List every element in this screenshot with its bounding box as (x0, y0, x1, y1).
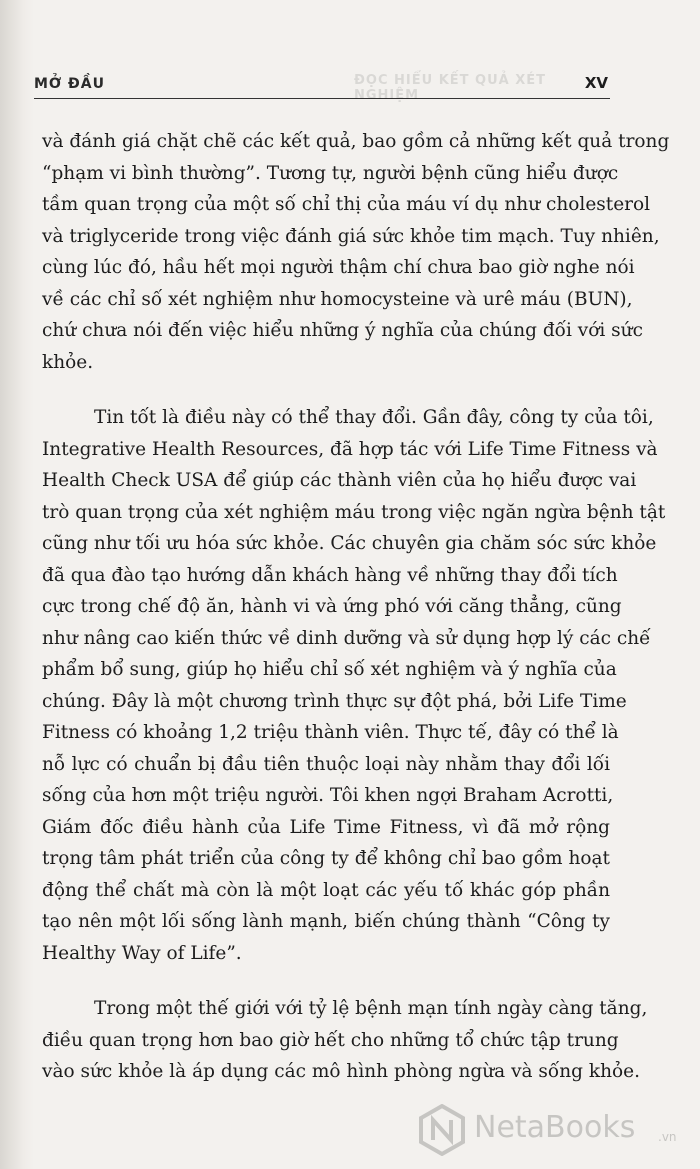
text-line: chứ chưa nói đến việc hiểu những ý nghĩa của chúng đối với sức (42, 320, 643, 341)
text-line: vào sức khỏe là áp dụng các mô hình phòng ngừa và sống khỏe. (42, 1061, 640, 1082)
page-number: XV (584, 74, 608, 92)
show-through-title: ĐỌC HIỂU KẾT QUẢ XÉT NGHIỆM (354, 73, 547, 103)
watermark (418, 1104, 688, 1152)
text-line: và triglyceride trong việc đánh giá sức khỏe tim mạch. Tuy nhiên, (42, 225, 660, 247)
text-line: chúng. Đây là một chương trình thực sự đột phá, bởi Life Time (42, 690, 627, 712)
text-line: Tin tốt là điều này có thể thay đổi. Gần đây, công ty của tôi, (94, 407, 654, 428)
text-line: Integrative Health Resources, đã hợp tác với Life Time Fitness và (42, 438, 658, 460)
text-line: động thể chất mà còn là một loạt các yếu tố khác góp phần (42, 879, 610, 901)
text-line: cũng như tối ưu hóa sức khỏe. Các chuyên gia chăm sóc sức khỏe (42, 533, 657, 554)
text-line: tầm quan trọng của một số chỉ thị của máu ví dụ như cholesterol (42, 194, 651, 215)
text-line: Healthy Way of Life”. (42, 942, 242, 964)
paragraph-1 (42, 126, 670, 378)
text-line: như nâng cao kiến thức về dinh dưỡng và sử dụng hợp lý các chế (42, 627, 651, 649)
watermark-brand: NetaBooks (474, 1110, 636, 1145)
text-line: tạo nên một lối sống lành mạnh, biến chúng thành “Công ty (42, 911, 610, 932)
text-line: và đánh giá chặt chẽ các kết quả, bao gồm cả những kết quả trong (42, 131, 670, 152)
text-line: trò quan trọng của xét nghiệm máu trong việc ngăn ngừa bệnh tật (42, 501, 666, 523)
watermark-suffix: .vn (658, 1130, 677, 1144)
text-line: điều quan trọng hơn bao giờ hết cho những tổ chức tập trung (42, 1029, 619, 1051)
text-line: Trong một thế giới với tỷ lệ bệnh mạn tính ngày càng tăng, (94, 998, 648, 1019)
paragraph-2 (42, 402, 666, 969)
text-line: cực trong chế độ ăn, hành vi và ứng phó với căng thẳng, cũng (42, 596, 622, 617)
running-header (34, 68, 610, 103)
body-text (42, 126, 670, 1088)
text-line: nỗ lực có chuẩn bị đầu tiên thuộc loại này nhằm thay đổi lối (42, 753, 610, 775)
text-line: về các chỉ số xét nghiệm như homocysteine và urê máu (BUN), (42, 288, 633, 310)
text-line: đã qua đào tạo hướng dẫn khách hàng về những thay đổi tích (42, 564, 618, 586)
text-line: khỏe. (42, 351, 94, 373)
text-line: cùng lúc đó, hầu hết mọi người thậm chí chưa bao giờ nghe nói (42, 257, 635, 278)
text-line: Health Check USA để giúp các thành viên của họ hiểu được vai (42, 470, 637, 491)
page-binding-shadow (0, 0, 34, 1169)
text-line: trọng tâm phát triển của công ty để không chỉ bao gồm hoạt (42, 848, 610, 869)
section-title: MỞ ĐẦU (34, 76, 105, 92)
text-line: Giám đốc điều hành của Life Time Fitness, vì đã mở rộng (42, 816, 610, 838)
netabooks-logo-icon (418, 1104, 466, 1156)
text-line: Fitness có khoảng 1,2 triệu thành viên. Thực tế, đây có thể là (42, 722, 619, 743)
text-line: sống của hơn một triệu người. Tôi khen ngợi Braham Acrotti, (42, 785, 614, 806)
paragraph-3 (42, 993, 648, 1088)
text-line: “phạm vi bình thường”. Tương tự, người bệnh cũng hiểu được (42, 162, 619, 184)
text-line: phẩm bổ sung, giúp họ hiểu chỉ số xét nghiệm và ý nghĩa của (42, 659, 617, 680)
